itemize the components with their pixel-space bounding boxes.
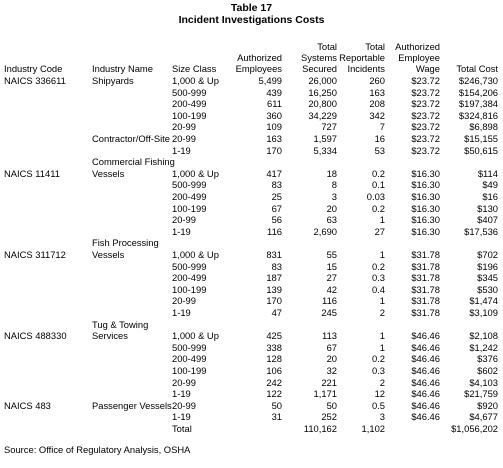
- cell-employees: 417: [266, 168, 282, 179]
- cell-employees: 83: [271, 261, 282, 272]
- cell-size-class: 1-19: [172, 388, 191, 399]
- cell-employees: 170: [266, 145, 282, 156]
- cell-industry-name: Commercial Fishing: [92, 156, 175, 167]
- cell-size-class: 20-99: [172, 400, 196, 411]
- cell-wage: $46.46: [411, 342, 440, 353]
- cell-systems-secured: 727: [321, 121, 337, 132]
- cell-systems-secured: 8: [331, 179, 337, 190]
- cell-wage: $31.78: [411, 295, 440, 306]
- cell-size-class: 100-199: [172, 110, 207, 121]
- header-industry-name: Industry Name: [92, 63, 153, 74]
- cell-systems-secured: 63: [326, 214, 337, 225]
- cell-systems-secured: 55: [326, 249, 337, 260]
- cell-employees: 139: [266, 284, 282, 295]
- header-authorized-employees-line: Authorized: [237, 52, 282, 63]
- cell-reportable-incidents: 0.2: [371, 168, 385, 179]
- cell-industry-name: Shipyards: [92, 75, 134, 86]
- cell-employees: 163: [266, 133, 282, 144]
- header-total-reportable-incidents-line: Incidents: [347, 63, 385, 74]
- cell-total-cost: $1,056,202: [451, 423, 498, 434]
- cell-systems-secured: 50: [326, 400, 337, 411]
- cell-total-cost: $1,242: [469, 342, 498, 353]
- cell-reportable-incidents: 163: [369, 87, 385, 98]
- cell-reportable-incidents: 2: [379, 307, 385, 318]
- cell-total-cost: $920: [477, 400, 498, 411]
- cell-reportable-incidents: 0.5: [371, 400, 385, 411]
- cell-systems-secured: 3: [331, 191, 337, 202]
- cell-employees: 425: [266, 330, 282, 341]
- source-note: Source: Office of Regulatory Analysis, OSHA: [4, 444, 191, 455]
- table-caption: Incident Investigations Costs: [178, 14, 325, 26]
- header-total-systems-secured-line: Systems: [301, 52, 337, 63]
- cell-reportable-incidents: 53: [374, 145, 385, 156]
- cell-wage: $23.72: [411, 133, 440, 144]
- cell-total-cost: $4,677: [469, 411, 498, 422]
- cell-total-cost: $154,206: [458, 87, 498, 98]
- header-total-reportable-incidents-line: Reportable: [339, 52, 385, 63]
- cell-total-cost: $246,730: [458, 75, 498, 86]
- cell-total-cost: $21,759: [464, 388, 498, 399]
- cell-size-class: 1,000 & Up: [172, 168, 219, 179]
- cell-total-cost: $50,615: [464, 145, 498, 156]
- cell-systems-secured: 245: [321, 307, 337, 318]
- cell-size-class: 500-999: [172, 87, 207, 98]
- cell-reportable-incidents: 2: [379, 377, 385, 388]
- cell-employees: 338: [266, 342, 282, 353]
- cell-employees: 360: [266, 110, 282, 121]
- cell-employees: 109: [266, 121, 282, 132]
- cell-wage: $23.72: [411, 75, 440, 86]
- cell-systems-secured: 110,162: [303, 423, 337, 434]
- cell-size-class: 200-499: [172, 98, 207, 109]
- cell-systems-secured: 113: [322, 330, 337, 341]
- cell-systems-secured: 252: [321, 411, 337, 422]
- cell-industry-name: Services: [92, 330, 128, 341]
- cell-employees: 439: [266, 87, 282, 98]
- cell-wage: $16.30: [411, 179, 440, 190]
- cell-wage: $46.46: [411, 353, 440, 364]
- header-industry-code: Industry Code: [4, 63, 63, 74]
- cell-wage: $31.78: [411, 284, 440, 295]
- cell-wage: $23.72: [411, 98, 440, 109]
- cell-reportable-incidents: 1,102: [361, 423, 385, 434]
- cell-systems-secured: 20: [326, 353, 337, 364]
- cell-size-class: 20-99: [172, 214, 196, 225]
- cell-total-cost: $3,109: [469, 307, 498, 318]
- cell-systems-secured: 27: [326, 272, 337, 283]
- cell-size-class: 1,000 & Up: [172, 330, 219, 341]
- cell-total-cost: $2,108: [469, 330, 498, 341]
- cell-total-cost: $376: [477, 353, 498, 364]
- cell-total-cost: $17,536: [464, 226, 498, 237]
- cell-employees: 67: [271, 203, 282, 214]
- header-authorized-employee-wage-line: Wage: [415, 63, 440, 74]
- cell-systems-secured: 1,171: [313, 388, 337, 399]
- cell-industry-code: NAICS 488330: [4, 330, 67, 341]
- cell-wage: $16.30: [411, 226, 440, 237]
- cell-industry-name: Vessels: [92, 249, 125, 260]
- cell-systems-secured: 20,800: [308, 98, 337, 109]
- cell-reportable-incidents: 3: [379, 411, 385, 422]
- cell-size-class: 500-999: [172, 261, 207, 272]
- cell-reportable-incidents: 16: [374, 133, 385, 144]
- cell-employees: 187: [266, 272, 282, 283]
- cell-wage: $46.46: [411, 411, 440, 422]
- cell-industry-code: NAICS 483: [4, 400, 51, 411]
- cell-systems-secured: 16,250: [308, 87, 337, 98]
- cell-total-cost: $1,474: [469, 295, 498, 306]
- cell-total-cost: $702: [477, 249, 498, 260]
- cell-systems-secured: 221: [321, 377, 337, 388]
- cell-size-class: 1-19: [172, 145, 191, 156]
- cell-wage: $23.72: [411, 145, 440, 156]
- cell-industry-code: NAICS 311712: [4, 249, 66, 260]
- cell-employees: 122: [266, 388, 282, 399]
- cell-wage: $31.78: [411, 261, 440, 272]
- cell-total-cost: $16: [482, 191, 498, 202]
- header-total-systems-secured-line: Secured: [302, 63, 337, 74]
- cell-reportable-incidents: 12: [374, 388, 385, 399]
- header-size-class: Size Class: [172, 63, 217, 74]
- cell-employees: 50: [271, 400, 282, 411]
- cell-wage: $31.78: [411, 249, 440, 260]
- cell-reportable-incidents: 1: [379, 214, 385, 225]
- cell-size-class: 20-99: [172, 121, 196, 132]
- cell-wage: $16.30: [411, 203, 440, 214]
- cell-systems-secured: 20: [326, 203, 337, 214]
- cell-size-class: 1,000 & Up: [172, 249, 219, 260]
- table-number: Table 17: [230, 2, 273, 14]
- cell-wage: $46.46: [411, 330, 440, 341]
- cell-employees: 25: [271, 191, 282, 202]
- cell-wage: $46.46: [411, 400, 440, 411]
- cell-wage: $46.46: [411, 365, 440, 376]
- cell-reportable-incidents: 1: [379, 330, 385, 341]
- cell-total-cost: $324,816: [458, 110, 498, 121]
- cell-employees: 611: [267, 98, 282, 109]
- cell-total-cost: $197,384: [458, 98, 498, 109]
- cell-reportable-incidents: 0.4: [371, 284, 385, 295]
- header-authorized-employees-line: Employees: [235, 63, 282, 74]
- cell-employees: 47: [271, 307, 282, 318]
- cell-size-class: 100-199: [172, 284, 207, 295]
- cell-wage: $23.72: [411, 110, 440, 121]
- header-total-systems-secured-line: Total: [317, 41, 337, 52]
- cell-size-class: 200-499: [172, 353, 207, 364]
- cell-reportable-incidents: 27: [374, 226, 385, 237]
- cell-size-class: 100-199: [172, 365, 207, 376]
- cell-wage: $16.30: [411, 191, 440, 202]
- cell-total-cost: $530: [477, 284, 498, 295]
- cell-reportable-incidents: 342: [369, 110, 385, 121]
- cell-total-cost: $114: [477, 168, 498, 179]
- cell-employees: 831: [266, 249, 282, 260]
- cell-total-cost: $130: [477, 203, 498, 214]
- cell-reportable-incidents: 0.3: [371, 272, 385, 283]
- cell-employees: 170: [266, 295, 282, 306]
- cell-industry-name: Tug & Towing: [92, 319, 149, 330]
- cell-employees: 128: [266, 353, 282, 364]
- cell-wage: $31.78: [411, 272, 440, 283]
- cell-reportable-incidents: 260: [369, 75, 385, 86]
- cell-total-cost: $4,103: [469, 377, 498, 388]
- cell-industry-name: Fish Processing: [92, 237, 159, 248]
- cell-wage: $46.46: [411, 388, 440, 399]
- cell-total-cost: $407: [477, 214, 498, 225]
- cell-wage: $23.72: [411, 87, 440, 98]
- cell-industry-code: NAICS 11411: [4, 168, 60, 179]
- cell-systems-secured: 34,229: [308, 110, 337, 121]
- cell-systems-secured: 26,000: [308, 75, 337, 86]
- cell-size-class: 500-999: [172, 179, 207, 190]
- cell-total-cost: $6,898: [469, 121, 498, 132]
- cell-systems-secured: 18: [326, 168, 337, 179]
- cell-wage: $23.72: [411, 121, 440, 132]
- cell-systems-secured: 5,334: [313, 145, 337, 156]
- cell-size-class: 1,000 & Up: [172, 75, 219, 86]
- cell-employees: 83: [271, 179, 282, 190]
- header-authorized-employee-wage-line: Authorized: [395, 41, 440, 52]
- cell-size-class: 100-199: [172, 203, 207, 214]
- cell-reportable-incidents: 1: [379, 295, 385, 306]
- cell-industry-name: Contractor/Off-Site: [92, 133, 170, 144]
- cell-size-class: 1-19: [172, 411, 191, 422]
- cell-reportable-incidents: 0.03: [366, 191, 385, 202]
- cell-size-class: 1-19: [172, 226, 191, 237]
- cell-reportable-incidents: 1: [379, 342, 385, 353]
- cell-total-cost: $345: [477, 272, 498, 283]
- cell-wage: $16.30: [411, 168, 440, 179]
- cell-systems-secured: 15: [326, 261, 337, 272]
- cell-reportable-incidents: 0.2: [371, 203, 385, 214]
- cell-reportable-incidents: 0.3: [371, 365, 385, 376]
- cell-size-class: 1-19: [172, 307, 191, 318]
- cell-size-class: 20-99: [172, 295, 196, 306]
- cell-industry-code: NAICS 336611: [4, 75, 66, 86]
- header-total-reportable-incidents-line: Total: [365, 41, 385, 52]
- cell-reportable-incidents: 208: [369, 98, 385, 109]
- cell-size-class: 200-499: [172, 191, 207, 202]
- header-authorized-employee-wage-line: Employee: [398, 52, 440, 63]
- cell-employees: 5,499: [258, 75, 282, 86]
- cell-reportable-incidents: 0.1: [371, 179, 385, 190]
- cell-systems-secured: 1,597: [313, 133, 337, 144]
- cell-total-cost: $15,155: [464, 133, 498, 144]
- cell-wage: $31.78: [411, 307, 440, 318]
- cell-size-class: Total: [172, 423, 192, 434]
- cell-systems-secured: 67: [326, 342, 337, 353]
- cell-employees: 242: [266, 377, 282, 388]
- cell-size-class: 20-99: [172, 133, 196, 144]
- cell-reportable-incidents: 0.2: [371, 353, 385, 364]
- cell-employees: 56: [271, 214, 282, 225]
- cell-size-class: 20-99: [172, 377, 196, 388]
- cell-systems-secured: 32: [326, 365, 337, 376]
- cell-total-cost: $196: [477, 261, 498, 272]
- cell-systems-secured: 116: [322, 295, 337, 306]
- cell-wage: $46.46: [411, 377, 440, 388]
- cell-systems-secured: 42: [326, 284, 337, 295]
- cell-employees: 31: [271, 411, 282, 422]
- cell-size-class: 500-999: [172, 342, 207, 353]
- cell-total-cost: $49: [482, 179, 498, 190]
- cell-total-cost: $602: [477, 365, 498, 376]
- header-total-cost: Total Cost: [456, 63, 498, 74]
- cell-size-class: 200-499: [172, 272, 207, 283]
- cell-wage: $16.30: [411, 214, 440, 225]
- cell-employees: 116: [267, 226, 282, 237]
- cell-reportable-incidents: 7: [379, 121, 385, 132]
- cell-employees: 106: [266, 365, 282, 376]
- cell-systems-secured: 2,690: [313, 226, 337, 237]
- cell-industry-name: Passenger Vessels: [92, 400, 172, 411]
- cell-industry-name: Vessels: [92, 168, 125, 179]
- cell-reportable-incidents: 1: [379, 249, 385, 260]
- cell-reportable-incidents: 0.2: [371, 261, 385, 272]
